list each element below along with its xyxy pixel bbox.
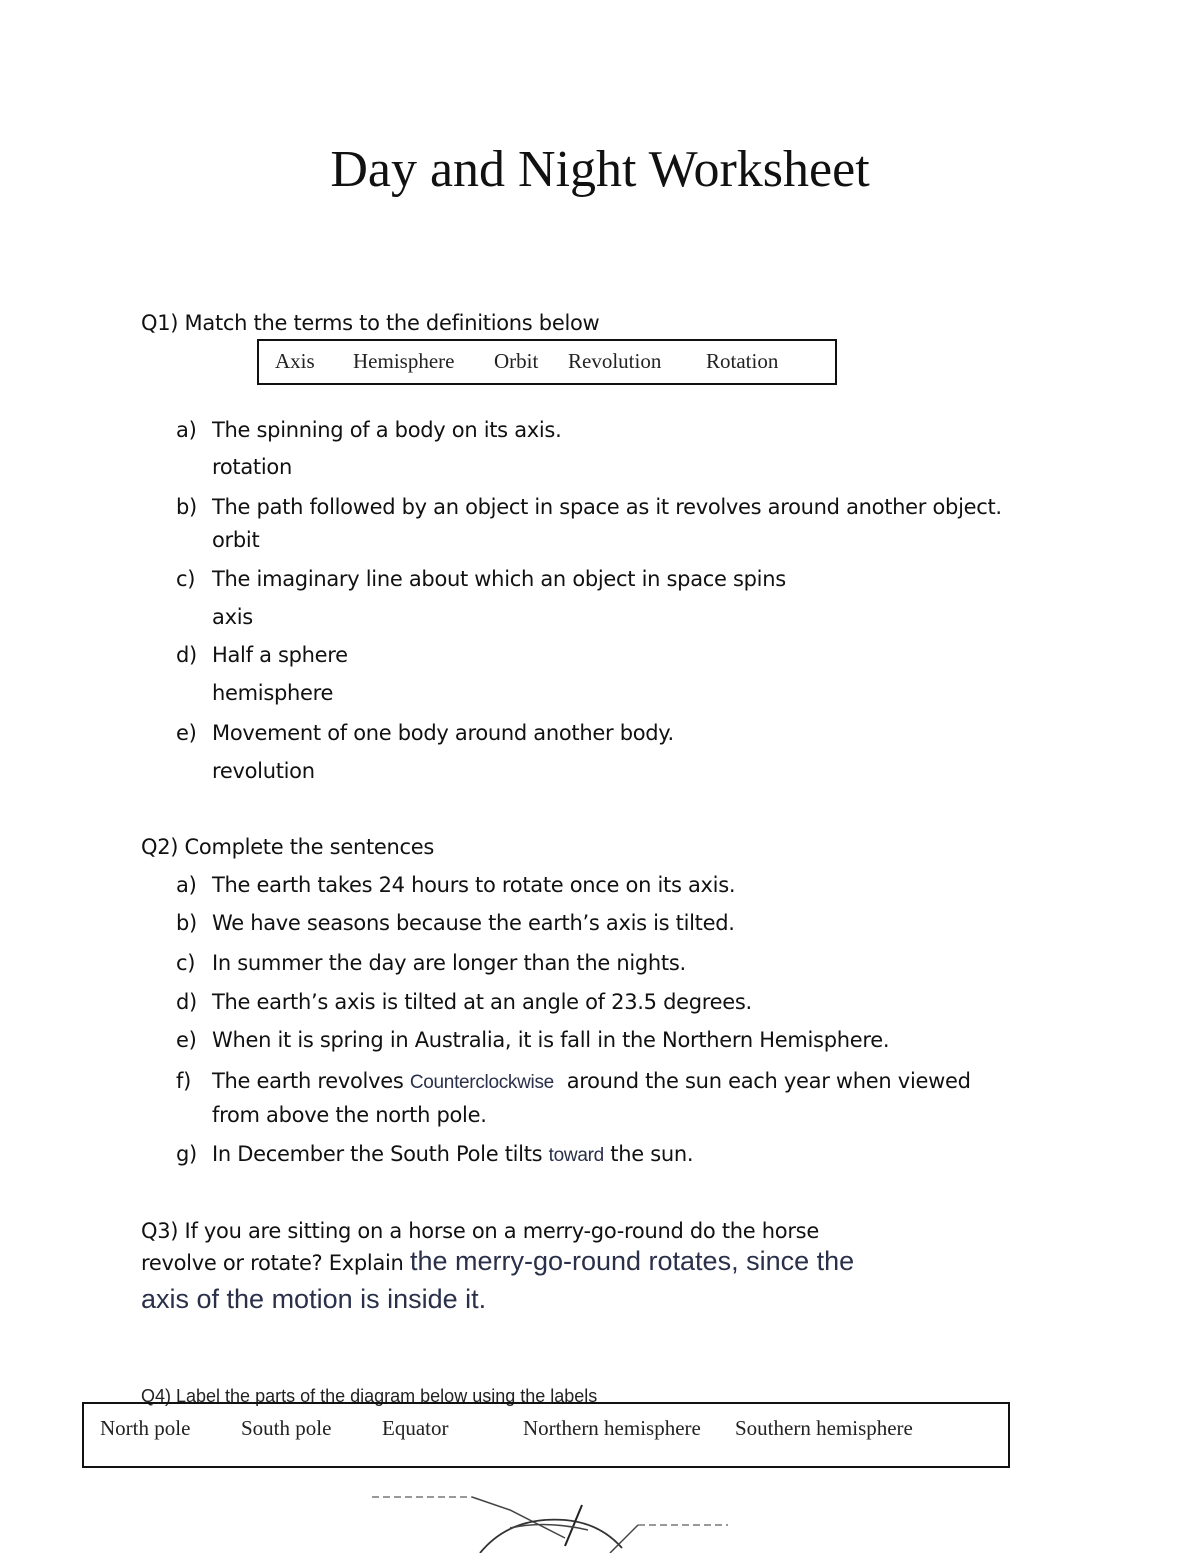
sentence-text: The earth’s axis is tilted at an angle of 23.5 degrees.	[212, 990, 752, 1014]
q3-question-line1: Q3) If you are sitting on a horse on a merry-go-round do the horse	[141, 1219, 819, 1243]
sentence-text: When it is spring in Australia, it is fall in the Northern Hemisphere.	[212, 1028, 890, 1052]
sentence-text: the sun.	[603, 1142, 694, 1166]
term-axis: Axis	[275, 349, 315, 373]
pointer-line	[472, 1497, 565, 1538]
sentence-line	[212, 1069, 971, 1094]
q3-prompt: revolve or rotate? Explain	[141, 1251, 410, 1275]
q1-term-box	[257, 339, 837, 385]
item-letter: e)	[176, 1028, 197, 1052]
item-letter: b)	[176, 495, 197, 519]
sentence-text: from above the north pole.	[212, 1103, 487, 1127]
definition-text: The spinning of a body on its axis.	[212, 418, 562, 442]
definition-text: Half a sphere	[212, 643, 348, 667]
sentence-text: The earth takes 24 hours to rotate once on its axis.	[212, 873, 736, 897]
item-letter: a)	[176, 873, 197, 897]
term-rotation: Rotation	[706, 349, 779, 373]
answer-text: axis	[212, 605, 253, 629]
term-orbit: Orbit	[494, 349, 539, 373]
filled-answer: toward	[548, 1145, 604, 1166]
item-letter: g)	[176, 1142, 197, 1166]
sentence-text: The earth revolves	[212, 1069, 410, 1093]
answer-text: orbit	[212, 528, 260, 552]
item-letter: f)	[176, 1069, 191, 1093]
label-north-pole: North pole	[100, 1416, 191, 1440]
sentence-text: around the sun each year when viewed	[553, 1069, 971, 1093]
term-hemisphere: Hemisphere	[353, 349, 455, 373]
label-southern-hemisphere: Southern hemisphere	[735, 1416, 913, 1440]
q4-prompt: Q4) Label the parts of the diagram below using the labels	[141, 1386, 598, 1406]
label-south-pole: South pole	[241, 1416, 332, 1440]
q1-prompt: Q1) Match the terms to the definitions below	[141, 311, 600, 335]
page-title: Day and Night Worksheet	[330, 141, 870, 198]
item-letter: c)	[176, 951, 196, 975]
item-letter: a)	[176, 418, 197, 442]
q4-label-box	[82, 1402, 1010, 1468]
q3-answer-part2: axis of the motion is inside it.	[141, 1284, 487, 1314]
sentence-text: In December the South Pole tilts	[212, 1142, 549, 1166]
item-letter: c)	[176, 567, 196, 591]
filled-answer: Counterclockwise	[409, 1072, 554, 1093]
answer-text: revolution	[212, 759, 315, 783]
answer-text: hemisphere	[212, 681, 334, 705]
item-letter: d)	[176, 990, 197, 1014]
definition-text: The imaginary line about which an object in space spins	[212, 567, 786, 591]
label-equator: Equator	[382, 1416, 449, 1440]
q3-answer-part1: the merry-go-round rotates, since the	[409, 1246, 855, 1276]
answer-text: rotation	[212, 455, 292, 479]
q3-question-line2	[141, 1246, 854, 1277]
sentence-text: We have seasons because the earth’s axis is tilted.	[212, 911, 735, 935]
label-northern-hemisphere: Northern hemisphere	[523, 1416, 701, 1440]
q2-prompt: Q2) Complete the sentences	[141, 835, 435, 859]
item-letter: d)	[176, 643, 197, 667]
item-letter: b)	[176, 911, 197, 935]
sentence-text: In summer the day are longer than the nights.	[212, 951, 686, 975]
item-letter: e)	[176, 721, 197, 745]
sentence-line	[212, 1142, 693, 1167]
definition-text: Movement of one body around another body.	[212, 721, 674, 745]
definition-text: The path followed by an object in space as it revolves around another object.	[212, 495, 1002, 519]
earth-diagram	[360, 1488, 740, 1553]
term-revolution: Revolution	[568, 349, 662, 373]
